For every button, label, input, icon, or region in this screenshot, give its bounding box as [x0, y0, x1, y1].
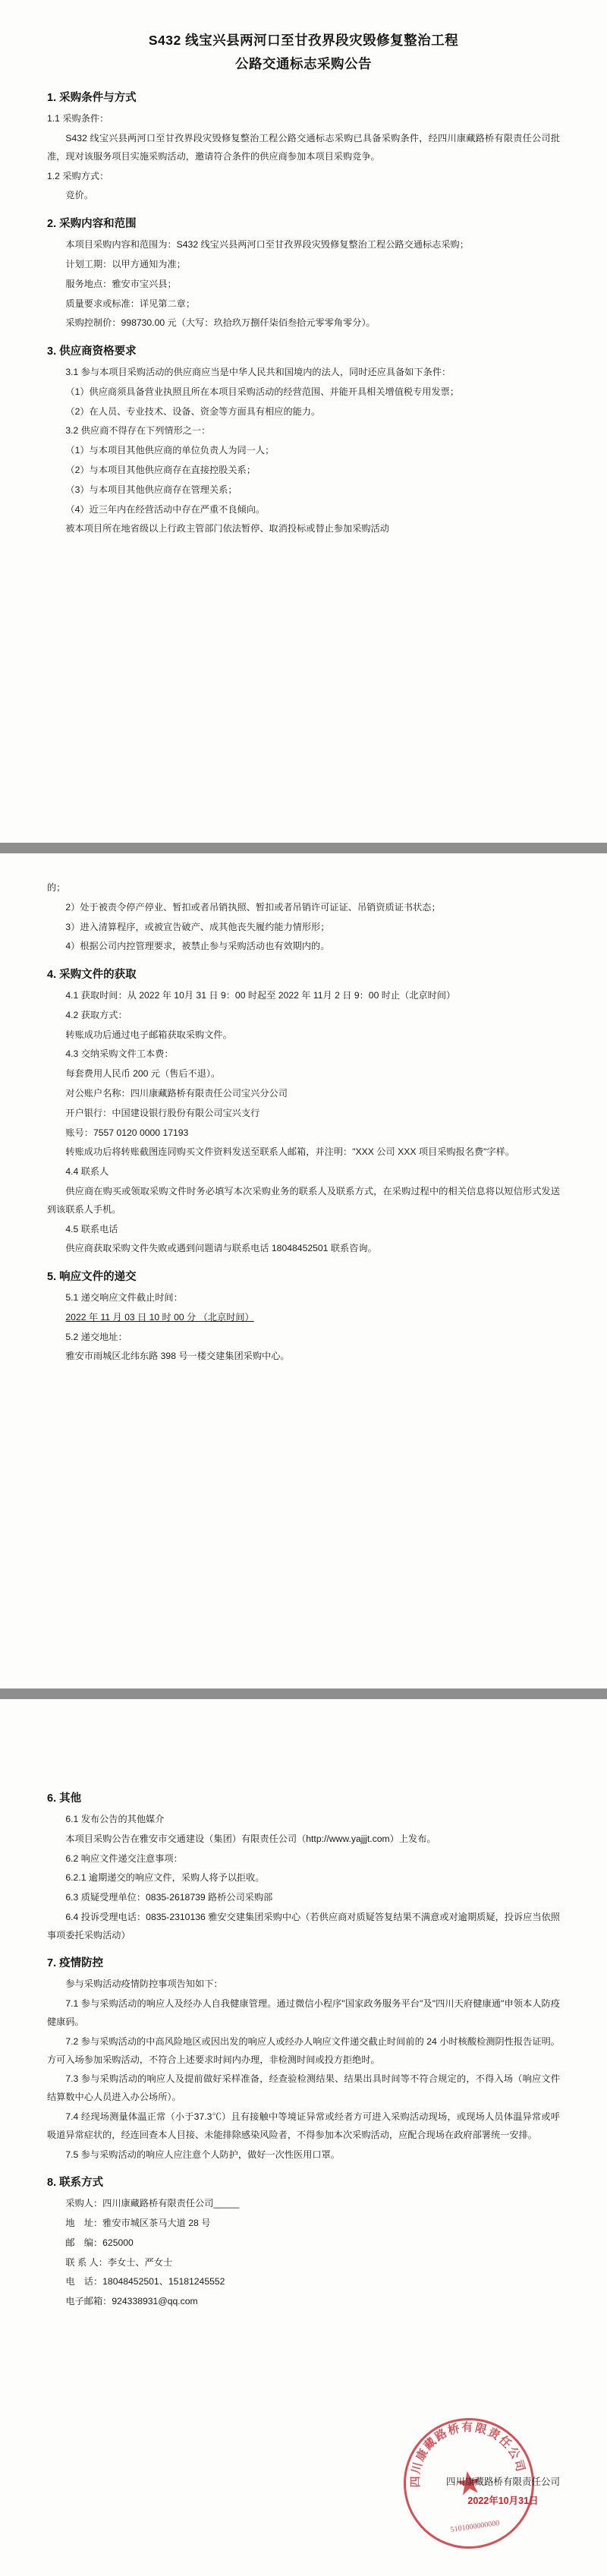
paragraph-4-5: 每套费用人民币 200 元（售后不退）。 — [65, 1068, 221, 1080]
paragraph-7-0: 参与采购活动疫情防控事项告知如下： — [65, 1979, 223, 1990]
paragraph-2-5: 采购控制价：998730.00 元（大写：玖拾玖万捌仟柒佰叁拾元零零角零分）。 — [65, 317, 376, 329]
seal-code: 5101000000000 — [450, 2518, 500, 2534]
section-heading-2: 2. 采购内容和范围 — [47, 218, 137, 231]
contact-person: 联 系 人：李女士、严女士 — [65, 2256, 173, 2268]
page-title-line-2: 公路交通标志采购公告 — [235, 55, 372, 71]
paragraph-3-5: （1）与本项目其他供应商的单位负责人为同一人； — [65, 445, 275, 456]
paragraph-5-3: 5.2 递交地址： — [65, 1331, 127, 1342]
paragraph-4-7: 开户银行：中国建设银行股份有限公司宝兴支行 — [65, 1107, 260, 1118]
page2-lead-0: 的； — [47, 882, 66, 893]
seal-star-icon: ★ — [452, 2463, 486, 2503]
paragraph-6-5: 6.3 质疑受理单位：0835-2618739 路桥公司采购部 — [65, 1892, 273, 1903]
paragraph-3-9: 被本项目所在地省级以上行政主管部门依法暂停、取消投标或替止参加采购活动 — [65, 523, 389, 534]
contact-purchaser: 采购人：四川康藏路桥有限责任公司_____ — [65, 2198, 240, 2209]
paragraph-1-2: 竞价。 — [65, 190, 93, 201]
signature-block — [446, 2473, 560, 2511]
section-heading-7: 7. 疫情防控 — [47, 1957, 104, 1970]
document-page-2 — [0, 853, 607, 1688]
paragraph-4-12: 4.5 联系电话 — [65, 1223, 118, 1234]
paragraph-7-3: 7.3 参与采购活动的响应人及提前做好采样准备，经查验检测结果、结果出具时间等不符合规定的，不得入场（响应文件结算数中心人员进入办公场所）。 — [47, 2073, 560, 2103]
paragraph-7-1: 7.1 参与采购活动的响应人及经办人自我健康管理。通过微信小程序"国家政务服务平台"及"四川天府健康通"申领本人防疫健康码。 — [47, 1998, 560, 2028]
page2-lead-1: 2）处于被责令停产停业、暂扣或者吊销执照、暂扣或者吊销许可证证、吊销资质证书状态； — [65, 901, 441, 913]
page2-lead-2: 3）进入清算程序，或被宣告破产、成其他丧失履约能力情形形； — [65, 921, 330, 932]
paragraph-6-6: 6.4 投诉受理电话：0835-2310136 雅安交建集团采购中心（若供应商对质疑答复结果不满意或对逾期质疑，投诉应当依照事项委托采购活动） — [47, 1911, 560, 1941]
section-heading-3: 3. 供应商资格要求 — [47, 345, 137, 358]
svg-text:四川康藏路桥有限责任公司: 四川康藏路桥有限责任公司 — [410, 2421, 527, 2488]
paragraph-4-3: 转账成功后通过电子邮箱获取采购文件。 — [65, 1029, 232, 1040]
contact-address: 地 址：雅安市城区茶马大道 28 号 — [65, 2218, 211, 2229]
paragraph-6-4: 6.2.1 逾期递交的响应文件，采购人将予以拒收。 — [65, 1872, 265, 1884]
paragraph-4-2: 4.2 获取方式： — [65, 1009, 127, 1020]
paragraph-3-1: 3.1 参与本项目采购活动的供应商应当是中华人民共和国境内的法人，同时还应具备如下条件： — [65, 367, 451, 378]
paragraph-2-4: 质量要求或标准：详见第二章； — [65, 298, 196, 309]
paragraph-4-10: 4.4 联系人 — [65, 1166, 109, 1178]
paragraph-2-1: 本项目采购内容和范围为：S432 线宝兴县两河口至甘孜界段灾毁修复整治工程公路交通标志采购； — [65, 239, 469, 251]
contact-phone: 电 话：18048452501、15181245552 — [65, 2276, 225, 2288]
paragraph-4-4: 4.3 交纳采购文件工本费： — [65, 1048, 174, 1060]
paragraph-5-4: 雅安市雨城区北纬东路 398 号一楼交建集团采购中心。 — [65, 1351, 290, 1362]
page-title-line-1: S432 线宝兴县两河口至甘孜界段灾毁修复整治工程 — [148, 33, 459, 48]
contact-email: 电子邮箱：924338931@qq.com — [65, 2296, 198, 2307]
page-title — [47, 29, 560, 75]
paragraph-3-8: （4）近三年内在经营活动中存在严重不良倾向。 — [65, 503, 266, 515]
paragraph-1-1: S432 线宝兴县两河口至甘孜界段灾毁修复整治工程公路交通标志采购已具备采购条件，经四川康藏路桥有限责任公司批准，现对该服务项目实施采购活动，邀请符合条件的供应商参加本项目采购竞争。 — [47, 133, 560, 162]
paragraph-3-3: （2）在人员、专业技术、设备、资金等方面具有相应的能力。 — [65, 405, 321, 417]
contact-postcode: 邮 编：625000 — [65, 2237, 134, 2248]
section-heading-4: 4. 采购文件的获取 — [47, 969, 137, 982]
paragraph-2-3: 服务地点：雅安市宝兴县； — [65, 278, 177, 289]
paragraph-7-5: 7.5 参与采购活动的响应人应注意个人防护，做好一次性医用口罩。 — [65, 2149, 340, 2160]
section-heading-8: 8. 联系方式 — [47, 2177, 104, 2190]
signature-company: 四川康藏路桥有限责任公司 — [445, 2477, 560, 2487]
paragraph-4-11: 供应商在购买或领取采购文件时务必填写本次采购业务的联系人及联系方式，在采购过程中的相关信息将以短信形式发送到该联系人手机。 — [47, 1185, 560, 1215]
paragraph-4-13: 供应商获取采购文件失败或遇到问题请与联系电话 18048452501 联系咨询。 — [65, 1243, 377, 1254]
section-heading-1: 1. 采购条件与方式 — [47, 92, 137, 105]
paragraph-4-1: 4.1 获取时间：从 2022 年 10月 31 日 9：00 时起至 2022 年 11月 2 日 9：00 时止（北京时间） — [65, 990, 456, 1001]
paragraph-4-6: 对公账户名称：四川康藏路桥有限责任公司宝兴分公司 — [65, 1088, 288, 1099]
paragraph-5-1: 5.1 递交响应文件截止时间： — [65, 1292, 183, 1304]
section-heading-6: 6. 其他 — [47, 1792, 82, 1805]
subheading-1-2: 1.2 采购方式： — [47, 170, 109, 181]
signature-date: 2022年10月31日 — [467, 2496, 539, 2506]
paragraph-2-2: 计划工期：以甲方通知为准； — [65, 258, 186, 270]
paragraph-4-9: 转账成功后将转账截图连同购买文件资料发送至联系人邮箱，并注明："XXX 公司 XXX 项目采购报名费"字样。 — [65, 1146, 515, 1158]
paragraph-3-6: （2）与本项目其他供应商存在直接控股关系； — [65, 464, 256, 475]
page2-lead-3: 4）根据公司内控管理要求，被禁止参与采购活动也有效期内的。 — [65, 941, 330, 952]
paragraph-6-2: 本项目采购公告在雅安市交通建设（集团）有限责任公司（http://www.yajjjt.com）上发布。 — [65, 1833, 436, 1844]
paragraph-7-4: 7.4 经现场测量体温正常（小于37.3℃）且有接触中等境证异常或经者方可进入采购活动现场，或现场人员体温异常或呼吸道异常症状的，经连回查本人目接、未能排除感染风险者，不得参加本次采购活动，应配合现场在政府部署统一安排。 — [47, 2111, 560, 2140]
paragraph-3-2: （1）供应商须具备营业执照且所在本项目采购活动的经营范围、并能开具相关增值税专用发票； — [65, 386, 460, 397]
section-heading-5: 5. 响应文件的递交 — [47, 1271, 137, 1284]
document-page-3 — [0, 1699, 607, 2576]
paragraph-6-3: 6.2 响应文件递交注意事项： — [65, 1852, 183, 1864]
paragraph-7-2: 7.2 参与采购活动的中高风险地区或因出发的响应人或经办人响应文件递交截止时间前的 24 小时核酸检测阴性报告证明。方可入场参加采购活动，不符合上述要求时间内办理，非检测时间或投方拒绝时。 — [47, 2035, 560, 2065]
paragraph-3-4: 3.2 供应商不得存在下列情形之一： — [65, 425, 211, 437]
paragraph-4-8: 账号：7557 0120 0000 17193 — [65, 1127, 189, 1138]
document-page-1 — [0, 0, 607, 843]
paragraph-5-2: 2022 年 11 月 03 日 10 时 00 分 （北京时间） — [65, 1311, 254, 1323]
paragraph-6-1: 6.1 发布公告的其他媒介 — [65, 1814, 165, 1824]
subheading-1-1: 1.1 采购条件： — [47, 113, 109, 125]
paragraph-3-7: （3）与本项目其他供应商存在管理关系； — [65, 484, 237, 495]
